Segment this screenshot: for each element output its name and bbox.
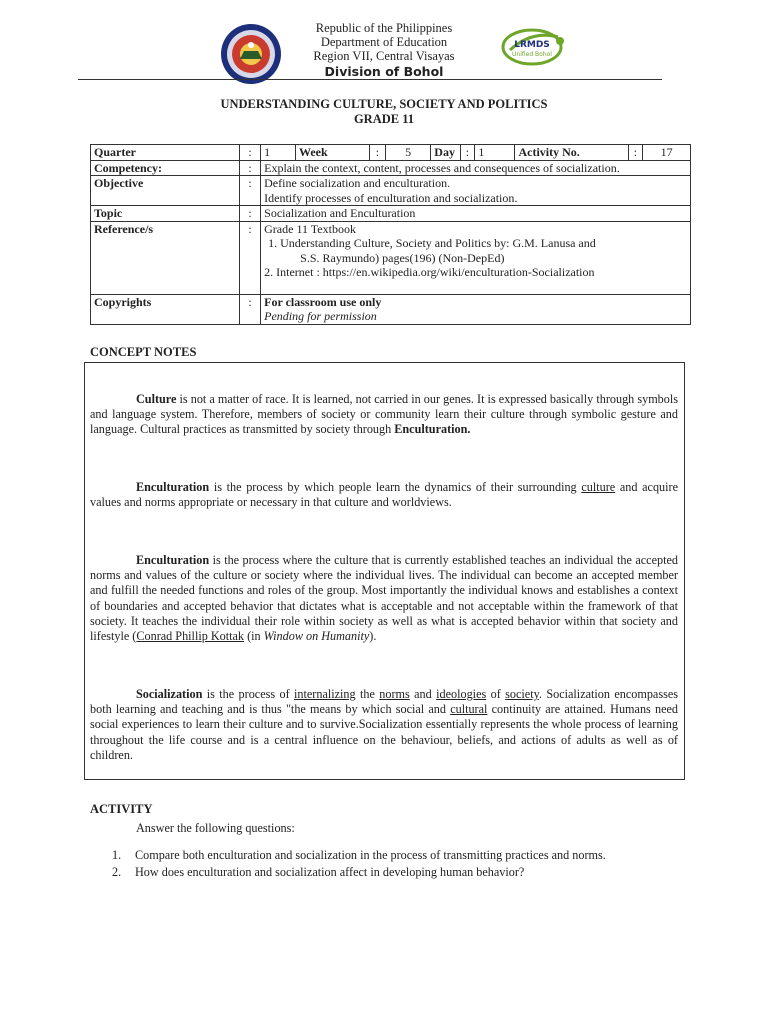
paragraph-text: and [409,687,437,701]
row-competency [91,160,691,176]
question-number: 1. [112,848,122,862]
paragraph-text: and acquire values and norms appropriate or necessary in that culture and worldviews. [90,480,678,510]
question-item [112,865,692,880]
row-copyrights [91,294,691,324]
colon: : [240,160,261,176]
paragraph-enculturation-2 [90,553,678,644]
question-list [112,848,692,882]
link-society[interactable]: society [505,687,539,701]
colon: : [240,176,261,206]
paragraph-text: of [486,687,506,701]
references-label: Reference/s [91,221,240,294]
paragraph-text: continuity are attained. Humans need social experiences to learn their culture and to survive.Socialization essentially represents the whole process of learning throughout the life course and is a central influence on the behaviour, beliefs, and actions of adults as well as of children. [90,702,678,762]
paragraph-text: is the process of [202,687,295,701]
concept-notes-heading: CONCEPT NOTES [90,345,197,359]
activity-label: Activity No. [515,145,628,161]
paragraph-enculturation-1 [90,480,678,510]
link-internalizing[interactable]: internalizing [294,687,356,701]
header-republic: Republic of the Philippines [315,21,453,35]
competency-value: Explain the context, content, processes and consequences of socialization. [261,160,691,176]
activity-heading: ACTIVITY [90,802,153,816]
reference-item: 2. Internet : https://en.wikipedia.org/wiki/enculturation-Socialization [264,265,595,279]
question-text: How does enculturation and socialization affect in developing human behavior? [135,865,525,879]
topic-label: Topic [91,206,240,222]
activity-instruction: Answer the following questions: [136,821,295,835]
term-culture: Culture [136,392,177,406]
paragraph-text: . Socialization encompasses both learning and teaching and is thus "the means by which social and [90,687,678,717]
copyrights-value [261,294,691,324]
header-department: Department of Education [320,35,448,49]
link-ideologies[interactable]: ideologies [436,687,487,701]
topic-value: Socialization and Enculturation [261,206,691,222]
colon: : [240,221,261,294]
row-references [91,221,691,294]
header-divider [78,79,662,80]
quarter-value: 1 [261,145,296,161]
week-value: 5 [385,145,430,161]
term-enculturation: Enculturation [136,480,210,494]
header-division: Division of Bohol [324,64,444,79]
row-objective [91,176,691,206]
link-cultural[interactable]: cultural [450,702,488,717]
quarter-label: Quarter [91,145,240,161]
reference-item: S.S. Raymundo) pages(196) (Non-DepEd) [300,250,505,265]
paragraph-text: the [355,687,380,701]
objective-value [261,176,691,206]
day-label: Day [431,145,460,161]
paragraph-culture [90,392,678,438]
paragraph-text: (in [244,629,264,644]
header-region: Region VII, Central Visayas [313,49,455,63]
paragraph-text: is not a matter of race. It is learned, not carried in our genes. It is expressed basically through symbols and language system. Therefore, members of society or community learn their culture through symbolic gesture and language. Cultural practices as transmitted by society through [90,392,678,437]
objective-item: Define socialization and enculturation. [264,176,451,190]
objective-item: Identify processes of enculturation and socialization. [264,190,518,205]
colon: : [460,145,475,161]
day-value: 1 [475,145,515,161]
reference-item: 1. Understanding Culture, Society and Politics by: G.M. Lanusa and [268,236,596,250]
paragraph-text: is the process by which people learn the dynamics of their surrounding [209,480,582,494]
link-norms[interactable]: norms [379,687,410,701]
term-socialization: Socialization [136,687,203,701]
colon: : [628,145,643,161]
colon: : [240,206,261,222]
document-title: UNDERSTANDING CULTURE, SOCIETY AND POLITICS [220,97,548,111]
colon: : [240,294,261,324]
references-value [261,221,691,294]
document-grade: GRADE 11 [353,112,415,126]
copyrights-label: Copyrights [91,294,240,324]
objective-label: Objective [91,176,240,206]
paragraph-text: is the process where the culture that is currently established teaches an individual the accepted norms and values of the culture or society where the individual lives. The individual can become an accepted member and fulfill the needed functions and roles of the group. Most importantly the individual knows and establishes a context of boundaries and accepted behavior that dictates what is acceptable and not acceptable within the framework of that society. It teaches the individual their role within society as well as what is accepted behavior within that society and lifestyle ( [90,553,678,644]
row-topic [91,206,691,222]
question-text: Compare both enculturation and socialization in the process of transmitting practices and norms. [135,848,606,862]
link-culture[interactable]: culture [581,480,616,494]
question-item [112,848,692,863]
reference-item: Grade 11 Textbook [264,221,356,236]
copyrights-line: For classroom use only [264,294,382,309]
colon: : [370,145,386,161]
week-label: Week [296,145,370,161]
book-title: Window on Humanity [263,629,370,644]
paragraph-text: ). [369,629,377,644]
colon: : [240,145,261,161]
activity-value: 17 [643,145,691,161]
row-schedule [91,145,691,161]
term-enculturation: Enculturation [136,553,210,567]
competency-label: Competency: [91,160,240,176]
link-kottak[interactable]: Conrad Phillip Kottak [136,629,245,644]
term-enculturation: Enculturation. [394,422,471,437]
paragraph-socialization [90,687,678,763]
question-number: 2. [112,865,122,879]
lrmds-logo-subtext: Unified Bohol [512,51,552,58]
lrmds-logo-text: LRMDS [514,40,550,50]
lesson-info-table [90,144,691,325]
copyrights-line: Pending for permission [264,309,377,323]
